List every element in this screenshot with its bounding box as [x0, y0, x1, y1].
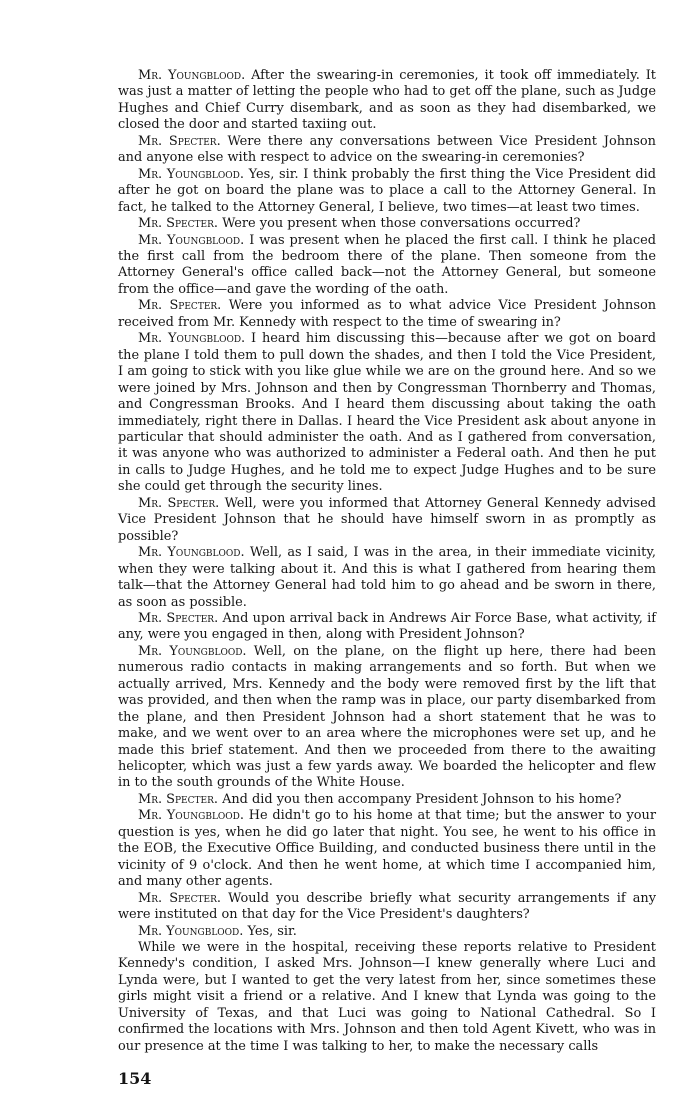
testimony-text — [118, 68, 656, 1055]
speaker-name: Mr. Specter. — [138, 610, 219, 626]
testimony-paragraph — [118, 68, 656, 134]
speaker-name: Mr. Specter. — [138, 216, 218, 232]
testimony-paragraph — [118, 792, 656, 808]
paragraph-text: Would you describe briefly what security arrangements if any were instituted on that day for the Vice President's daughters? — [118, 890, 656, 923]
speaker-name: Mr. Youngblood. — [138, 643, 247, 659]
speaker-name: Mr. Youngblood. — [138, 545, 245, 561]
speaker-name: Mr. Youngblood. — [138, 68, 246, 83]
testimony-paragraph — [118, 924, 656, 940]
speaker-name: Mr. Youngblood. — [138, 923, 244, 939]
paragraph-text: Well, on the plane, on the flight up here, there had been numerous radio contacts in making arrangements and so forth. But when we actually arrived, Mrs. Kennedy and the body were removed first by the lift that was provided, and then when the ramp was in place, our party disembarked from the plane, and then President Johnson had a short statement that he was to make, and we went over to an area where the microphones were set up, and he made this brief statement. And then we proceeded from there to the awaiting helicopter, which was just a few yards away. We boarded the helicopter and flew in to the south grounds of the White House. — [118, 643, 656, 791]
testimony-paragraph — [118, 891, 656, 924]
speaker-name: Mr. Specter. — [138, 133, 221, 149]
paragraph-text: Were you present when those conversations occurred? — [217, 216, 581, 232]
page — [118, 68, 656, 1089]
paragraph-text: Well, were you informed that Attorney General Kennedy advised Vice President Johnson that he should have himself sworn in as promptly as possible? — [118, 495, 656, 544]
paragraph-text: Were you informed as to what advice Vice President Johnson received from Mr. Kennedy with respect to the time of swearing in? — [118, 298, 657, 330]
paragraph-text: I heard him discussing this—because after we got on board the plane I told them to pull down the shades, and then I told the Vice President, I am going to stick with you like glue while we are on the ground here. And so we were joined by Mrs. Johnson and then by Congressman Thornberry and Thomas, and Congressman Brooks. And I heard them discussing about taking the oath immediately, right there in Dallas. I heard the Vice President ask about anyone in particular that should administer the oath. And as I gathered from conversation, it was anyone who was authorized to administer a Federal oath. And then he put in calls to Judge Hughes, and he told me to expect Judge Hughes and to be sure she could get through the security lines. — [118, 331, 656, 495]
paragraph-text: And did you then accompany President Johnson to his home? — [217, 791, 622, 807]
testimony-paragraph — [118, 611, 656, 644]
testimony-paragraph — [118, 233, 656, 299]
paragraph-text: After the swearing-in ceremonies, it took off immediately. It was just a matter of letting the people who had to get off the plane, such as Judge Hughes and Chief Curry disembark, and as soon as they had disembarked, we closed the door and started taxiing out. — [118, 68, 656, 133]
speaker-name: Mr. Youngblood. — [138, 331, 246, 347]
testimony-paragraph — [118, 298, 656, 331]
testimony-paragraph — [118, 940, 656, 1055]
paragraph-text: Well, as I said, I was in the area, in their immediate vicinity, when they were talking about it. And this is what I gathered from hearing them talk—that the Attorney General had told him to go ahead and be sworn in there, as soon as possible. — [118, 545, 656, 610]
testimony-paragraph — [118, 808, 656, 890]
paragraph-text: Yes, sir. I think probably the first thing the Vice President did after he got on board the plane was to place a call to the Attorney General. In fact, he talked to the Attorney General, I believe, two times—at least two times. — [118, 166, 656, 215]
paragraph-text: While we were in the hospital, receiving these reports relative to President Kennedy's condition, I asked Mrs. Johnson—I knew generally where Luci and Lynda were, but I wanted to get the very latest from her, since sometimes these girls might visit a friend or a relative. And I knew that Lynda was going to the University of Texas, and that Luci was going to National Cathedral. So I confirmed the locations with Mrs. Johnson and then told Agent Kivett, who was in our presence at the time I was talking to her, to make the necessary calls — [118, 940, 656, 1054]
paragraph-text: I was present when he placed the first call. I think he placed the first call from the bedroom there of the plane. Then someone from the Attorney General's office called back—not the Attorney General, but someone from the office—and gave the wording of the oath. — [118, 232, 656, 297]
testimony-paragraph — [118, 545, 656, 611]
speaker-name: Mr. Specter. — [138, 890, 221, 906]
testimony-paragraph — [118, 496, 656, 545]
paragraph-text: And upon arrival back in Andrews Air Force Base, what activity, if any, were you engaged in then, along with President Johnson? — [118, 610, 656, 643]
speaker-name: Mr. Youngblood. — [138, 808, 244, 824]
testimony-paragraph — [118, 644, 656, 792]
page-number: 154 — [118, 1069, 152, 1089]
testimony-paragraph — [118, 216, 656, 232]
testimony-paragraph — [118, 331, 656, 496]
testimony-paragraph — [118, 134, 656, 167]
speaker-name: Mr. Specter. — [138, 298, 222, 314]
speaker-name: Mr. Specter. — [138, 495, 220, 511]
speaker-name: Mr. Youngblood. — [138, 232, 245, 248]
paragraph-text: He didn't go to his home at that time; but the answer to your question is yes, when he did go later that night. You see, he went to his office in the EOB, the Executive Office Building, and conducted business there until in the vicinity of 9 o'clock. And then he went home, at which time I accompanied him, and many other agents. — [118, 808, 656, 890]
speaker-name: Mr. Youngblood. — [138, 166, 244, 182]
speaker-name: Mr. Specter. — [138, 791, 218, 807]
paragraph-text: Were there any conversations between Vice President Johnson and anyone else with respect to advice on the swearing-in ceremonies? — [118, 133, 656, 166]
paragraph-text: Yes, sir. — [243, 923, 297, 939]
testimony-paragraph — [118, 167, 656, 216]
